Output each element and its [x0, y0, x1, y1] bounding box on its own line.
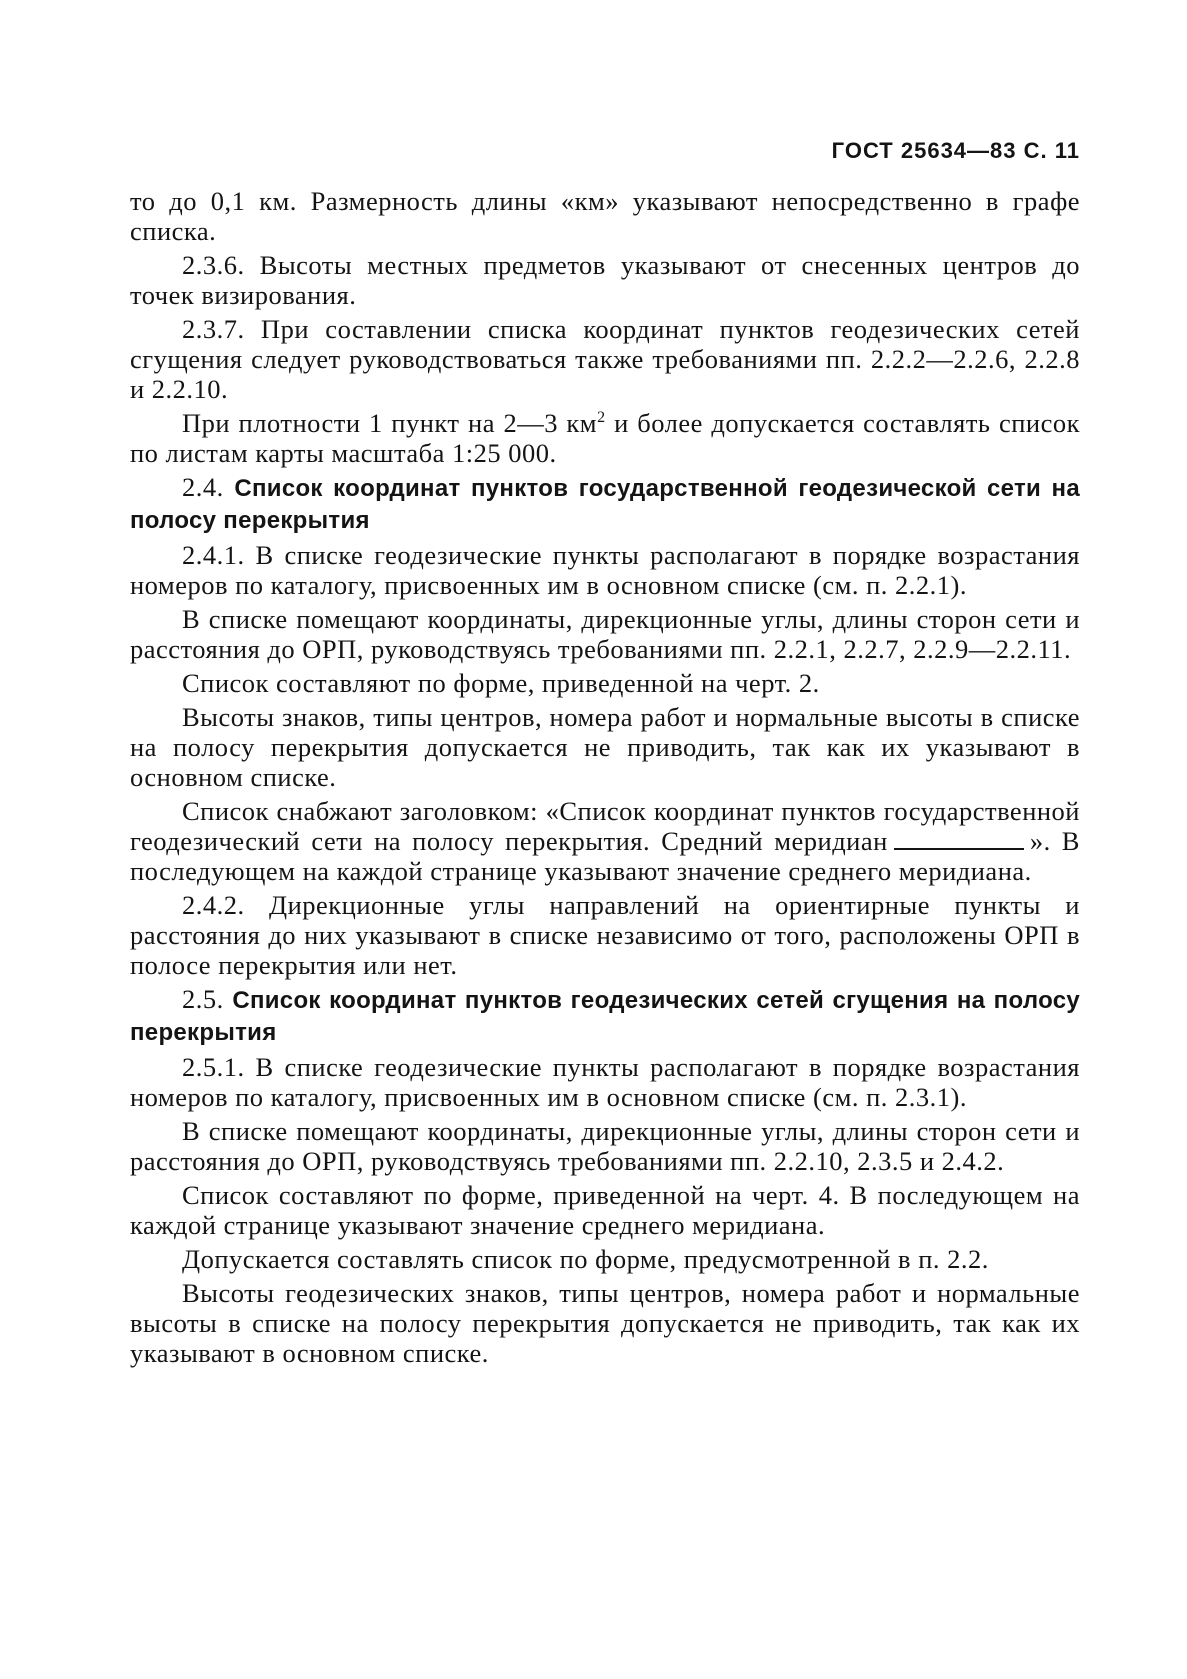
density-text-end: и более допускается составлять список по листам карты масштаба 1:25 000.	[130, 408, 1080, 468]
paragraph-continuation: то до 0,1 км. Размерность длины «км» указывают непосредственно в графе списка.	[130, 186, 1080, 246]
density-text-start: При плотности 1 пункт на 2—3 км	[182, 408, 598, 438]
paragraph-2-5-1-content: В списке помещают координаты, дирекционные углы, длины сторон сети и расстояния до ОРП, руководствуясь требованиями пп. 2.2.10, 2.3.5 и 2.4.2.	[130, 1116, 1080, 1176]
paragraph-2-3-7: 2.3.7. При составлении списка координат пунктов геодезических сетей сгущения следует руководствоваться также требованиями пп. 2.2.2—2.2.6, 2.2.8 и 2.2.10.	[130, 314, 1080, 404]
section-2-4-heading	[130, 472, 1080, 536]
paragraph-2-4-1-heights: Высоты знаков, типы центров, номера работ и нормальные высоты в списке на полосу перекрытия допускается не приводить, так как их указывают в основном списке.	[130, 702, 1080, 792]
paragraph-2-3-6: 2.3.6. Высоты местных предметов указывают от снесенных центров до точек визирования.	[130, 250, 1080, 310]
paragraph-2-4-1-form: Список составляют по форме, приведенной на черт. 2.	[182, 668, 820, 698]
paragraph-2-5-1-form: Список составляют по форме, приведенной на черт. 4. В последующем на каждой странице указывают значение среднего меридиана.	[130, 1180, 1080, 1240]
paragraph-2-4-2: 2.4.2. Дирекционные углы направлений на ориентирные пункты и расстояния до них указывают в списке независимо от того, расположены ОРП в полосе перекрытия или нет.	[130, 890, 1080, 980]
section-2-5-number: 2.5.	[182, 984, 233, 1014]
section-2-5-heading	[130, 984, 1080, 1048]
density-superscript: 2	[597, 409, 606, 427]
meridian-blank-line	[894, 826, 1024, 850]
section-2-4-number: 2.4.	[182, 472, 235, 502]
paragraph-2-4-1-content: В списке помещают координаты, дирекционные углы, длины сторон сети и расстояния до ОРП, руководствуясь требованиями пп. 2.2.1, 2.2.7, 2.2.9—2.2.11.	[130, 604, 1080, 664]
paragraph-2-4-1-title	[130, 796, 1080, 886]
paragraph-density	[130, 408, 1080, 468]
paragraph-2-5-1: 2.5.1. В списке геодезические пункты располагают в порядке возрастания номеров по каталогу, присвоенных им в основном списке (см. п. 2.3.1).	[130, 1052, 1080, 1112]
paragraph-2-5-1-heights: Высоты геодезических знаков, типы центров, номера работ и нормальные высоты в списке на полосу перекрытия допускается не приводить, так как их указывают в основном списке.	[130, 1278, 1080, 1368]
section-2-5-title: Список координат пунктов геодезических сетей сгущения на полосу перекрытия	[130, 987, 1081, 1046]
running-header: ГОСТ 25634—83 С. 11	[831, 138, 1080, 163]
title-text-end: ». В последующем на каждой странице указывают значение среднего меридиана.	[130, 826, 1080, 886]
section-2-4-title: Список координат пунктов государственной геодезической сети на полосу перекрытия	[130, 475, 1080, 534]
document-page	[130, 138, 1080, 1372]
paragraph-2-5-1-alt-form: Допускается составлять список по форме, предусмотренной в п. 2.2.	[182, 1244, 989, 1274]
title-text-start: Список снабжают заголовком: «Список координат пунктов государственной геодезический сети на полосу перекрытия. Средний меридиан	[130, 796, 1080, 856]
paragraph-2-4-1: 2.4.1. В списке геодезические пункты располагают в порядке возрастания номеров по каталогу, присвоенных им в основном списке (см. п. 2.2.1).	[130, 540, 1080, 600]
